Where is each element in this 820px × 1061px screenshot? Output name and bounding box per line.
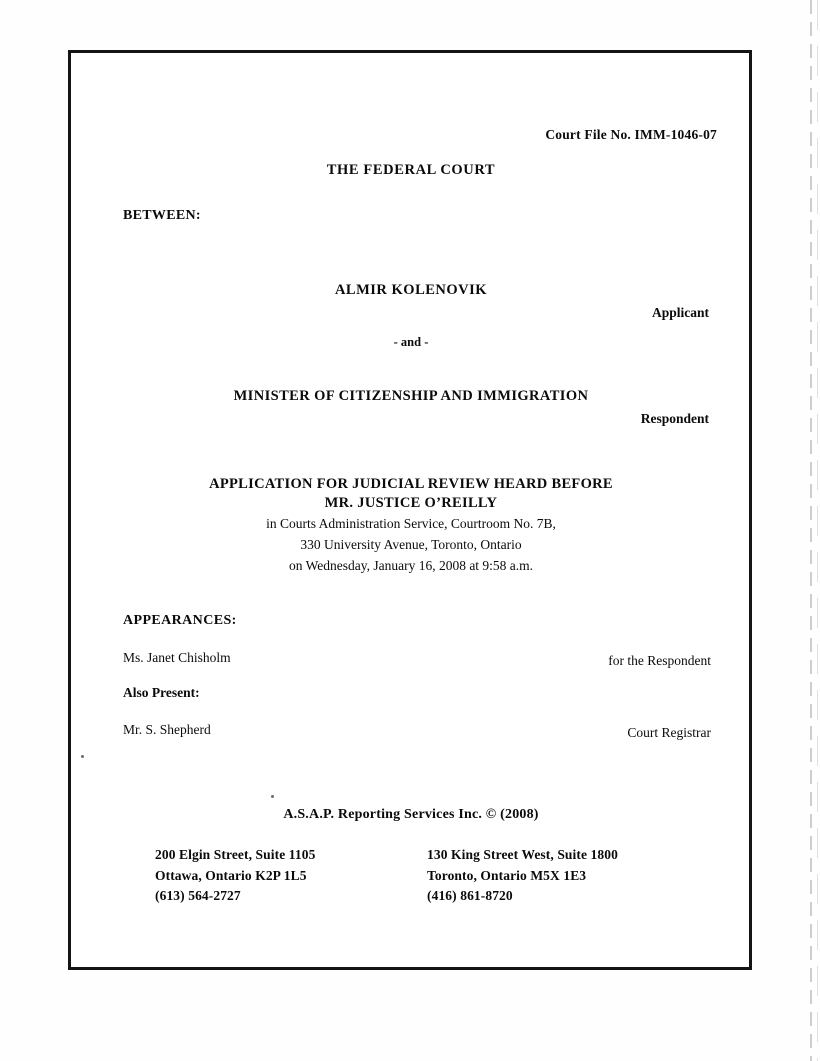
reporting-company: A.S.A.P. Reporting Services Inc. © (2008): [283, 807, 539, 822]
office-address-ottawa: [155, 845, 427, 907]
document-page-border: [68, 50, 752, 970]
respondent-name: MINISTER OF CITIZENSHIP AND IMMIGRATION: [233, 388, 589, 404]
office-street: 130 King Street West, Suite 1800: [427, 847, 618, 862]
between-label: BETWEEN:: [123, 208, 201, 223]
office-city: Toronto, Ontario M5X 1E3: [427, 867, 587, 883]
scan-speck: [81, 755, 84, 758]
court-file-number: Court File No. IMM-1046-07: [545, 127, 717, 142]
hearing-details-block: [93, 475, 729, 575]
scan-edge-artifact-secondary: [817, 0, 818, 1061]
registrar-name: Mr. S. Shepherd: [123, 722, 211, 737]
applicant-party-label: Applicant: [651, 305, 709, 320]
and-separator: - and -: [393, 335, 429, 349]
court-name-heading: THE FEDERAL COURT: [326, 162, 496, 178]
scan-speck: [271, 795, 274, 798]
hearing-venue-line-1: in Courts Administration Service, Courtroom No. 7B,: [266, 516, 556, 532]
document-body: [93, 67, 729, 955]
counsel-name: Ms. Janet Chisholm: [123, 650, 231, 665]
office-phone: (416) 861-8720: [427, 888, 513, 904]
office-city: Ottawa, Ontario K2P 1L5: [155, 867, 307, 883]
office-address-toronto: [427, 845, 707, 907]
appearances-heading: APPEARANCES:: [123, 613, 237, 628]
hearing-date-time: on Wednesday, January 16, 2008 at 9:58 a.m.: [288, 557, 534, 573]
hearing-venue-line-2: 330 University Avenue, Toronto, Ontario: [300, 536, 522, 552]
registrar-role: Court Registrar: [627, 725, 711, 740]
office-phone: (613) 564-2727: [155, 888, 241, 904]
counsel-role: for the Respondent: [608, 653, 711, 668]
scan-edge-artifact: [810, 0, 812, 1061]
hearing-heading-line-2: MR. JUSTICE O’REILLY: [324, 495, 498, 512]
reporter-offices: [93, 845, 729, 907]
applicant-name: ALMIR KOLENOVIK: [334, 282, 488, 298]
also-present-heading: Also Present:: [123, 685, 200, 700]
respondent-party-label: Respondent: [640, 411, 709, 426]
office-street: 200 Elgin Street, Suite 1105: [155, 847, 316, 862]
hearing-heading-line-1: APPLICATION FOR JUDICIAL REVIEW HEARD BEFORE: [209, 476, 613, 492]
